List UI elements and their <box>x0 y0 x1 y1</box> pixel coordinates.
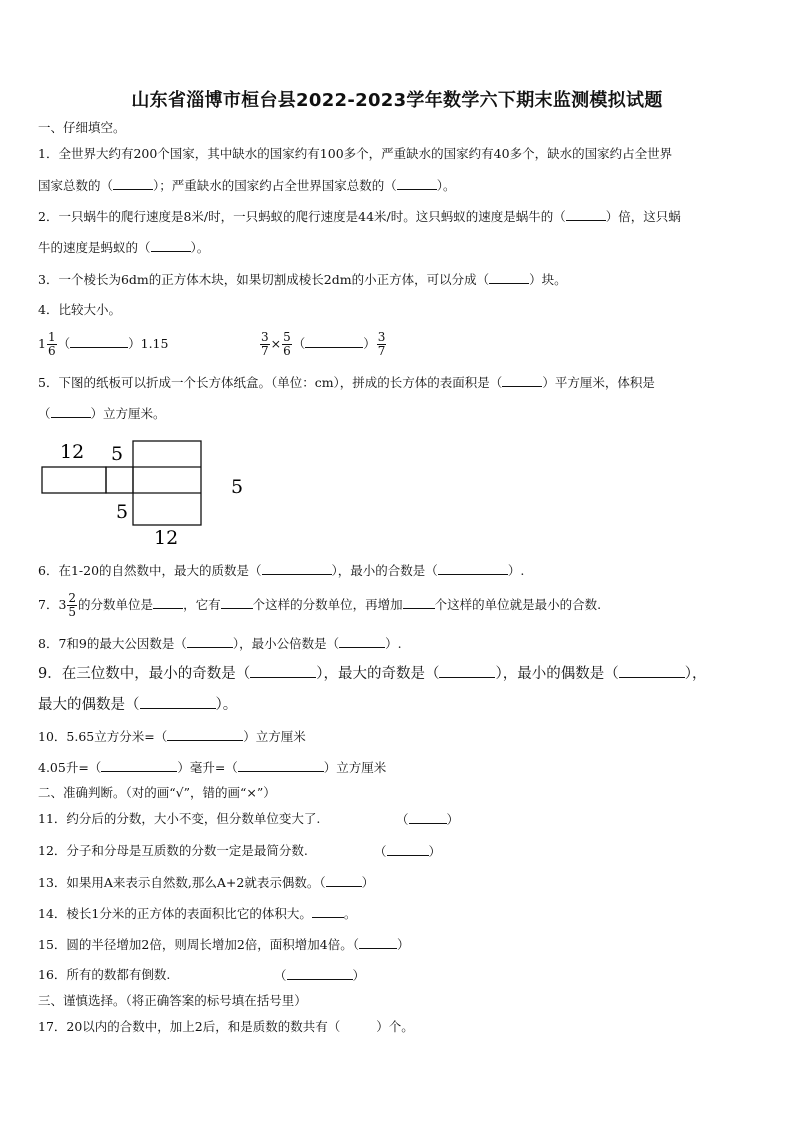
answer-blank[interactable] <box>187 635 233 648</box>
question-15: 15．圆的半径增加2倍，则周长增加2倍，面积增加4倍。（ ） <box>38 937 410 952</box>
fraction: $\frac{5}{6}$ <box>283 330 291 358</box>
question-9-line-2: 最大的偶数是（ ）。 <box>38 697 238 713</box>
answer-blank[interactable] <box>397 177 437 190</box>
answer-blank[interactable] <box>167 728 243 741</box>
answer-blank[interactable] <box>151 239 191 252</box>
fraction: $\frac{1}{6}$ <box>47 330 56 358</box>
question-13: 13．如果用A来表示自然数,那么A+2就表示偶数。（ ） <box>38 875 375 890</box>
answer-blank[interactable] <box>326 874 362 887</box>
page-title: 山东省淄博市桓台县2022-2023学年数学六下期末监测模拟试题 <box>131 90 663 111</box>
fraction: $\frac{2}{5}$ <box>68 591 77 619</box>
section-heading-fill: 一、仔细填空。 <box>38 120 126 135</box>
question-2-line-1: 2．一只蜗牛的爬行速度是8米/时，一只蚂蚁的爬行速度是44米/时。这只蚂蚁的速度是蜗牛的（ ）倍，这只蜗 <box>38 209 681 224</box>
answer-blank[interactable] <box>140 696 216 709</box>
answer-blank[interactable] <box>439 665 495 678</box>
net-face-center <box>133 441 201 525</box>
label-5-bottom: 5 <box>116 501 129 523</box>
label-12-bottom: 12 <box>154 527 179 549</box>
answer-blank[interactable] <box>250 665 316 678</box>
question-14: 14．棱长1分米的正方体的表面积比它的体积大。 。 <box>38 906 357 921</box>
answer-blank[interactable] <box>502 374 542 387</box>
question-11-answer: （ ） <box>396 812 460 827</box>
answer-blank[interactable] <box>70 335 128 348</box>
question-10-line-2: 4.05升=（ ）毫升=（ ）立方厘米 <box>38 760 387 775</box>
answer-blank[interactable] <box>566 208 606 221</box>
question-17: 17．20以内的合数中，加上2后，和是质数的数共有（ ）个。 <box>38 1019 414 1034</box>
question-6: 6．在1-20的自然数中，最大的质数是（ ），最小的合数是（ ）. <box>38 563 525 578</box>
section-heading-choice: 三、谨慎选择。（将正确答案的标号填在括号里） <box>38 993 307 1008</box>
question-1-line-1: 1．全世界大约有200个国家，其中缺水的国家约有100多个，严重缺水的国家约有40多个，缺水的国家约占全世界 <box>38 146 673 161</box>
net-face-short <box>106 467 133 493</box>
question-2-line-2: 牛的速度是蚂蚁的（ ）。 <box>38 240 210 255</box>
answer-blank[interactable] <box>221 596 253 609</box>
answer-blank[interactable] <box>305 335 363 348</box>
question-7: 7．3 $\frac{2}{5}$ 的分数单位是 ，它有 个这样的分数单位，再增加 个这样的单位就是最小的合数. <box>38 591 602 619</box>
label-5-top: 5 <box>111 443 124 465</box>
question-9-line-1: 9．在三位数中，最小的奇数是（ ），最大的奇数是（ ），最小的偶数是（ ）， <box>38 666 707 682</box>
label-5-right: 5 <box>231 476 244 498</box>
question-5-line-2: （ ）立方厘米。 <box>38 406 166 421</box>
answer-blank[interactable] <box>238 759 324 772</box>
question-1-line-2: 国家总数的（ ）；严重缺水的国家约占全世界国家总数的（ ）。 <box>38 178 456 193</box>
question-4-heading: 4．比较大小。 <box>38 302 121 317</box>
answer-blank[interactable] <box>438 562 508 575</box>
question-16-answer: （ ） <box>274 968 366 983</box>
question-12-answer: （ ） <box>374 844 442 859</box>
question-16: 16．所有的数都有倒数. <box>38 967 171 982</box>
answer-blank[interactable] <box>403 596 435 609</box>
answer-blank[interactable] <box>113 177 153 190</box>
question-4-compare-1: 1 $\frac{1}{6}$ （ ）1.15 <box>38 330 169 358</box>
answer-blank[interactable] <box>262 562 332 575</box>
question-8: 8．7和9的最大公因数是（ ），最小公倍数是（ ）. <box>38 636 402 651</box>
question-10-line-1: 10．5.65立方分米=（ ）立方厘米 <box>38 729 306 744</box>
answer-blank[interactable] <box>387 843 429 856</box>
question-3: 3．一个棱长为6dm的正方体木块，如果切割成棱长2dm的小正方体，可以分成（ ）块。 <box>38 272 567 287</box>
question-12: 12．分子和分母是互质数的分数一定是最简分数. <box>38 843 308 858</box>
question-5-line-1: 5．下图的纸板可以折成一个长方体纸盒。（单位：cm），拼成的长方体的表面积是（ ）平方厘米，体积是 <box>38 375 655 390</box>
answer-blank[interactable] <box>312 905 344 918</box>
box-net-figure <box>36 436 256 551</box>
answer-blank[interactable] <box>287 967 353 980</box>
answer-blank[interactable] <box>409 811 447 824</box>
answer-blank[interactable] <box>489 271 529 284</box>
answer-blank[interactable] <box>619 665 685 678</box>
net-face-long <box>42 467 106 493</box>
question-4-compare-2: $\frac{3}{7}$ × $\frac{5}{6}$ （ ） $\frac{3}{7}$ <box>261 330 386 358</box>
answer-blank[interactable] <box>153 596 183 609</box>
fraction: $\frac{3}{7}$ <box>377 330 386 358</box>
answer-blank[interactable] <box>339 635 385 648</box>
answer-blank[interactable] <box>359 936 397 949</box>
section-heading-judge: 二、准确判断。（对的画“√”，错的画“×”） <box>38 785 276 800</box>
question-11: 11．约分后的分数，大小不变，但分数单位变大了. <box>38 811 321 826</box>
answer-blank[interactable] <box>51 405 91 418</box>
fraction: $\frac{3}{7}$ <box>261 330 269 358</box>
label-12-top: 12 <box>60 441 85 463</box>
answer-blank[interactable] <box>101 759 177 772</box>
